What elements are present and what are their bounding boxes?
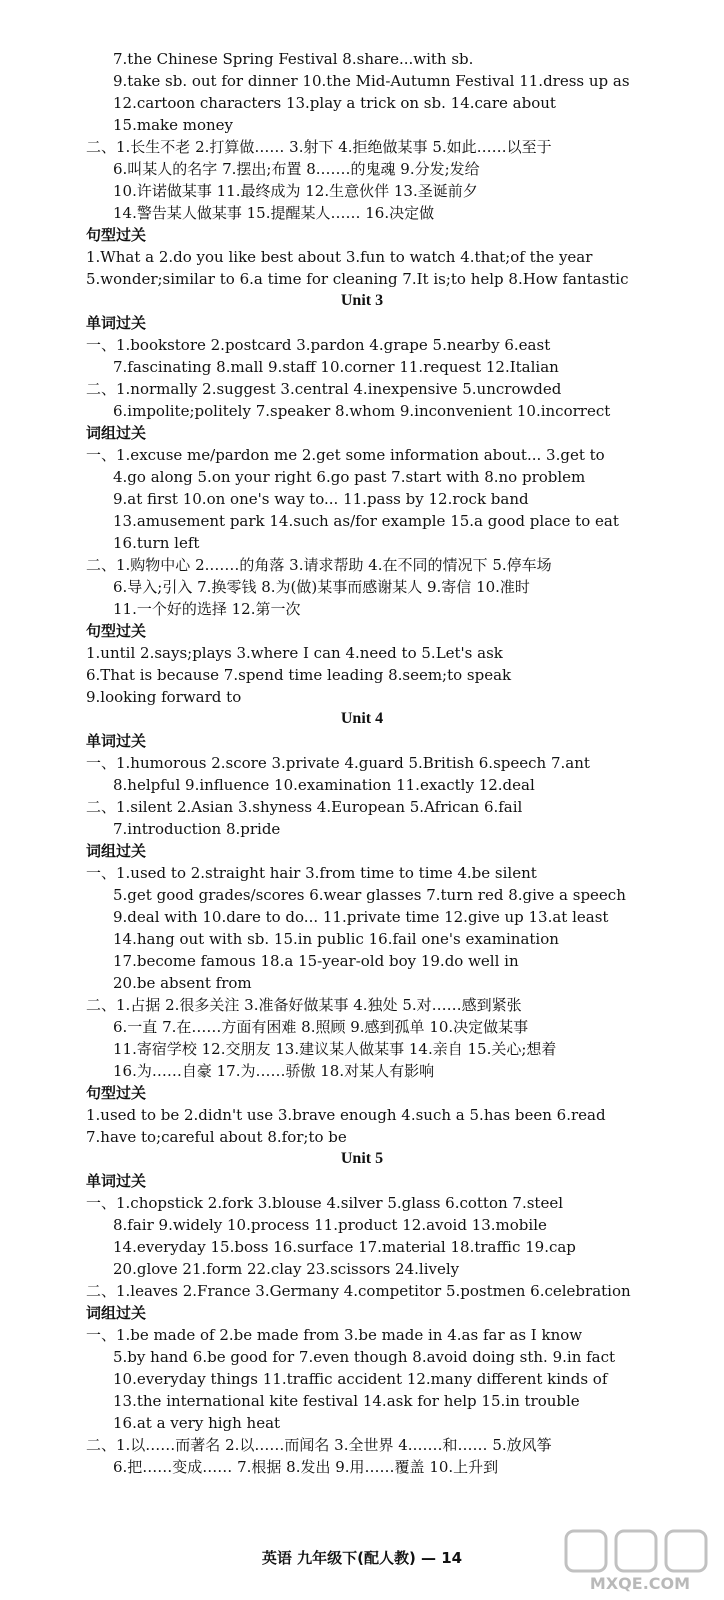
text-line: 4.go along 5.on your right 6.go past 7.start with 8.no problem xyxy=(113,468,586,486)
text-line: 8.helpful 9.influence 10.examination 11.exactly 12.deal xyxy=(113,776,535,794)
text-line: 17.become famous 18.a 15-year-old boy 19.do well in xyxy=(113,952,519,970)
text-line: 二、1.normally 2.suggest 3.central 4.inexpensive 5.uncrowded xyxy=(86,380,562,398)
text-line: 6.一直 7.在……方面有困难 8.照顾 9.感到孤单 10.决定做某事 xyxy=(113,1018,529,1036)
text-line: 5.by hand 6.be good for 7.even though 8.avoid doing sth. 9.in fact xyxy=(113,1348,616,1366)
text-line: 6.导入;引入 7.换零钱 8.为(做)某事而感谢某人 9.寄信 10.准时 xyxy=(113,578,530,596)
section-header-sentences: 句型过关 xyxy=(86,622,147,640)
text-line: 6.impolite;politely 7.speaker 8.whom 9.inconvenient 10.incorrect xyxy=(113,402,611,420)
text-line: 9.looking forward to xyxy=(86,688,242,706)
text-line: 11.寄宿学校 12.交朋友 13.建议某人做某事 14.亲自 15.关心;想着 xyxy=(113,1040,557,1058)
text-line: 5.get good grades/scores 6.wear glasses 7.turn red 8.give a speech xyxy=(113,886,626,904)
section-header-phrases: 词组过关 xyxy=(86,424,147,442)
section-header-phrases: 词组过关 xyxy=(86,1304,147,1322)
text-line: 10.许诺做某事 11.最终成为 12.生意伙伴 13.圣诞前夕 xyxy=(113,182,478,200)
text-line: 二、1.长生不老 2.打算做…… 3.射下 4.拒绝做某事 5.如此……以至于 xyxy=(86,138,552,156)
text-line: 6.That is because 7.spend time leading 8.seem;to speak xyxy=(86,666,512,684)
text-line: 14.everyday 15.boss 16.surface 17.material 18.traffic 19.cap xyxy=(113,1238,576,1256)
text-line: 1.until 2.says;plays 3.where I can 4.need to 5.Let's ask xyxy=(86,644,503,662)
text-line: 一、1.excuse me/pardon me 2.get some information about... 3.get to xyxy=(86,446,605,464)
unit-title: Unit 4 xyxy=(340,710,384,727)
text-line: 6.叫某人的名字 7.摆出;布置 8.……的鬼魂 9.分发;发给 xyxy=(113,160,480,178)
unit-title: Unit 3 xyxy=(340,292,384,309)
text-line: 9.deal with 10.dare to do... 11.private time 12.give up 13.at least xyxy=(113,908,609,926)
section-header-phrases: 词组过关 xyxy=(86,842,147,860)
text-line: 16.turn left xyxy=(113,534,200,552)
section-header-sentences: 句型过关 xyxy=(86,1084,147,1102)
text-line: 12.cartoon characters 13.play a trick on sb. 14.care about xyxy=(113,94,556,112)
watermark-logo xyxy=(560,1527,720,1593)
section-header-sentences: 句型过关 xyxy=(86,226,147,244)
text-line: 二、1.以……而著名 2.以……而闻名 3.全世界 4.……和…… 5.放风筝 xyxy=(86,1436,552,1454)
text-line: 1.What a 2.do you like best about 3.fun to watch 4.that;of the year xyxy=(86,248,593,266)
text-line: 一、1.used to 2.straight hair 3.from time to time 4.be silent xyxy=(86,864,537,882)
unit-title: Unit 5 xyxy=(340,1150,384,1167)
section-header-words: 单词过关 xyxy=(86,314,147,332)
text-line: 7.the Chinese Spring Festival 8.share...with sb. xyxy=(113,50,474,68)
text-line: 一、1.bookstore 2.postcard 3.pardon 4.grape 5.nearby 6.east xyxy=(86,336,551,354)
text-line: 20.glove 21.form 22.clay 23.scissors 24.lively xyxy=(113,1260,460,1278)
text-line: 14.警告某人做某事 15.提醒某人…… 16.决定做 xyxy=(113,204,435,222)
text-line: 6.把……变成…… 7.根据 8.发出 9.用……覆盖 10.上升到 xyxy=(113,1458,499,1476)
page-footer: 英语 九年级下(配人教) — 14 xyxy=(261,1549,463,1567)
text-line: 13.the international kite festival 14.ask for help 15.in trouble xyxy=(113,1392,580,1410)
text-line: 8.fair 9.widely 10.process 11.product 12.avoid 13.mobile xyxy=(113,1216,547,1234)
text-line: 二、1.leaves 2.France 3.Germany 4.competitor 5.postmen 6.celebration xyxy=(86,1282,631,1300)
section-header-words: 单词过关 xyxy=(86,732,147,750)
text-line: 15.make money xyxy=(113,116,234,134)
text-line: 9.take sb. out for dinner 10.the Mid-Autumn Festival 11.dress up as xyxy=(113,72,630,90)
text-line: 10.everyday things 11.traffic accident 12.many different kinds of xyxy=(113,1370,608,1388)
text-line: 5.wonder;similar to 6.a time for cleaning 7.It is;to help 8.How fantastic xyxy=(86,270,629,288)
text-line: 13.amusement park 14.such as/for example 15.a good place to eat xyxy=(113,512,619,530)
text-line: 20.be absent from xyxy=(113,974,252,992)
text-line: 9.at first 10.on one's way to... 11.pass by 12.rock band xyxy=(113,490,529,508)
text-line: 16.为……自豪 17.为……骄傲 18.对某人有影响 xyxy=(113,1062,435,1080)
text-line: 1.used to be 2.didn't use 3.brave enough 4.such a 5.has been 6.read xyxy=(86,1106,606,1124)
text-line: 一、1.chopstick 2.fork 3.blouse 4.silver 5.glass 6.cotton 7.steel xyxy=(86,1194,564,1212)
text-line: 7.fascinating 8.mall 9.staff 10.corner 11.request 12.Italian xyxy=(113,358,559,376)
text-line: 二、1.购物中心 2.……的角落 3.请求帮助 4.在不同的情况下 5.停车场 xyxy=(86,556,552,574)
text-line: 7.have to;careful about 8.for;to be xyxy=(86,1128,347,1146)
text-line: 一、1.be made of 2.be made from 3.be made in 4.as far as I know xyxy=(86,1326,583,1344)
text-line: 11.一个好的选择 12.第一次 xyxy=(113,600,301,618)
text-line: 16.at a very high heat xyxy=(113,1414,281,1432)
text-line: 二、1.占据 2.很多关注 3.准备好做某事 4.独处 5.对……感到紧张 xyxy=(86,996,522,1014)
text-line: 一、1.humorous 2.score 3.private 4.guard 5.British 6.speech 7.ant xyxy=(86,754,590,772)
text-line: 14.hang out with sb. 15.in public 16.fail one's examination xyxy=(113,930,559,948)
text-line: 二、1.silent 2.Asian 3.shyness 4.European 5.African 6.fail xyxy=(86,798,523,816)
text-line: 7.introduction 8.pride xyxy=(113,820,281,838)
section-header-words: 单词过关 xyxy=(86,1172,147,1190)
watermark-text: MXQE.COM xyxy=(589,1574,691,1593)
